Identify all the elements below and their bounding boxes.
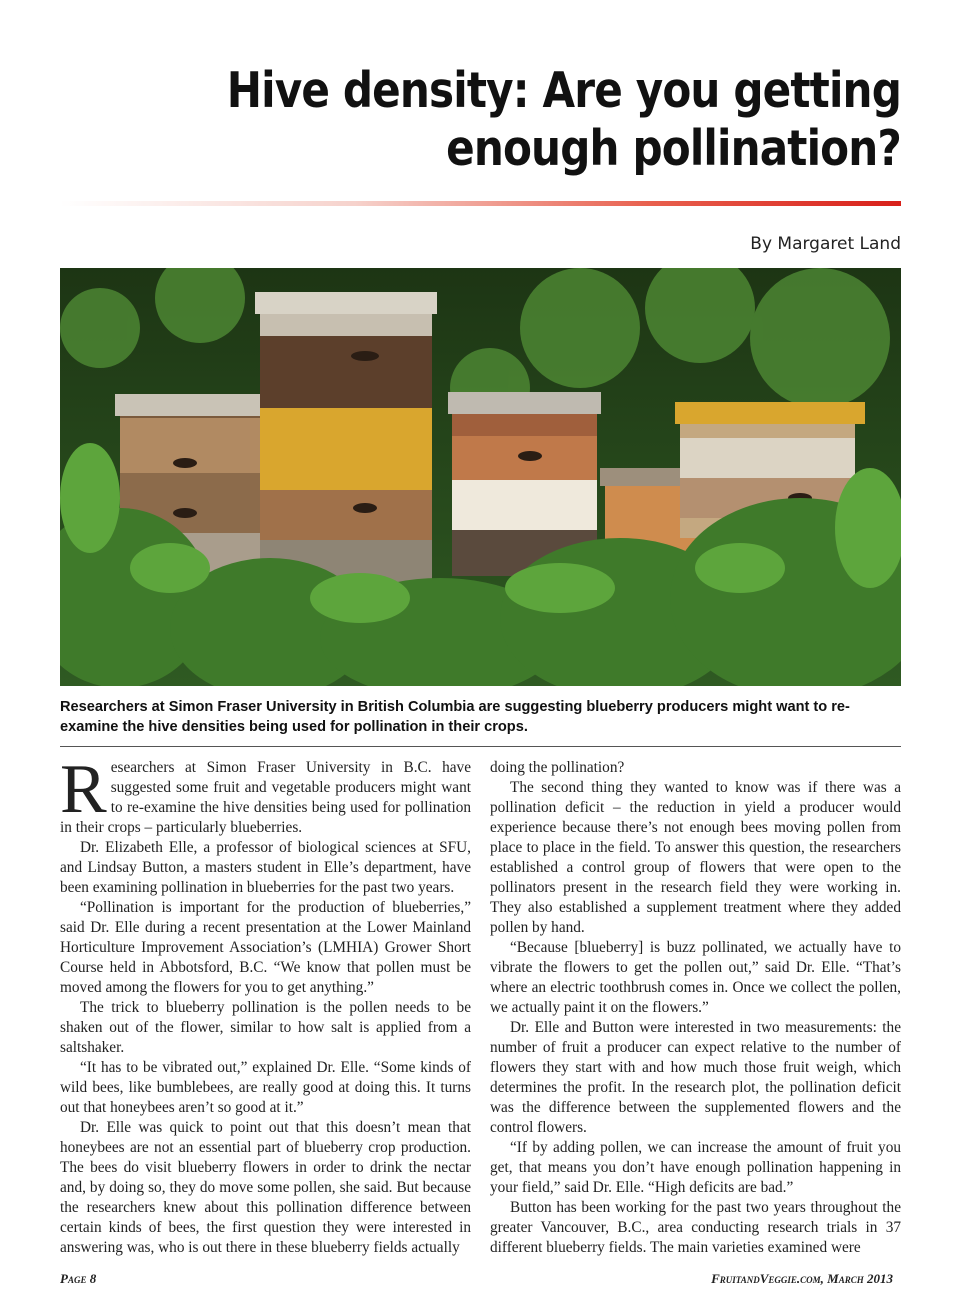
publication-footer: FruitandVeggie.com, March 2013 — [711, 1271, 893, 1286]
beehive-illustration — [60, 268, 901, 686]
title-line-1: Hive density: Are you getting — [226, 62, 902, 119]
beehive-photo — [60, 268, 901, 686]
paragraph: doing the pollination? — [490, 759, 625, 776]
drop-cap: R — [60, 751, 107, 828]
caption-divider — [60, 746, 901, 747]
paragraph: “Pollination is important for the production of blueberries,” said Dr. Elle during a recent presentation at the Lower Mainland Horticulture Improvement Association’s (LMHIA) Grower Short Course held in Abbotsford, B.C. “We know that pollen must be moved among the flowers for you to get anything.” — [60, 899, 471, 996]
paragraph: “If by adding pollen, we can increase the amount of fruit you get, that means you don’t have enough pollination happening in your field,” said Dr. Elle. “High deficits are bad.” — [490, 1139, 901, 1196]
title-line-2: enough pollination? — [446, 120, 901, 177]
paragraph: esearchers at Simon Fraser University in B.C. have suggested some fruit and vegetable producers might want to re-examine the hive densities being used for pollination in their crops – particularly blueberries. — [60, 759, 471, 836]
paragraph: Dr. Elle was quick to point out that this doesn’t mean that honeybees are not an essential part of blueberry crop production. The bees do visit blueberry flowers in order to drink the nectar and, by doing so, they do move some pollen, she said. But because the researchers knew about this pollination difference between certain kinds of bees, the first question they were interested in answering was, who is out there in these blueberry fields actually — [60, 1119, 471, 1256]
paragraph: The second thing they wanted to know was if there was a pollination deficit – the reduction in yield a producer would experience because there’s not enough bees moving pollen from place to place in the field. To answer this question, the researchers established a control group of flowers that were open to the pollinators present in the research field they were working in. They also established a supplement treatment where they added pollen by hand. — [490, 779, 901, 936]
paragraph: Dr. Elizabeth Elle, a professor of biological sciences at SFU, and Lindsay Button, a masters student in Elle’s department, have been examining pollination in blueberries for the past two years. — [60, 839, 471, 896]
title-divider — [60, 201, 901, 206]
paragraph: The trick to blueberry pollination is the pollen needs to be shaken out of the flower, similar to how salt is applied from a saltshaker. — [60, 999, 471, 1056]
page-number: Page 8 — [60, 1271, 97, 1286]
byline: By Margaret Land — [750, 234, 901, 254]
right-column — [490, 758, 901, 1258]
left-column — [60, 751, 471, 1258]
photo-caption: Researchers at Simon Fraser University in British Columbia are suggesting blueberry producers might want to re-examine the hive densities being used for pollination in their crops. — [60, 699, 850, 735]
article-title — [196, 62, 901, 178]
paragraph: Dr. Elle and Button were interested in two measurements: the number of fruit a producer can expect relative to the number of flowers they start with and how much those fruit weigh, which determines the profit. In the research plot, the pollination deficit was the difference between the supplemented flowers and the control flowers. — [490, 1019, 901, 1136]
paragraph: “It has to be vibrated out,” explained Dr. Elle. “Some kinds of wild bees, like bumblebees, are really good at doing this. It turns out that honeybees aren’t so good at it.” — [60, 1059, 471, 1116]
paragraph: “Because [blueberry] is buzz pollinated, we actually have to vibrate the flowers to get the pollen out,” said Dr. Elle. “That’s where an electric toothbrush comes in. Once we collect the pollen, we actually paint it on the flowers.” — [490, 939, 901, 1016]
paragraph: Button has been working for the past two years throughout the greater Vancouver, B.C., area conducting research trials in 37 different blueberry fields. The main varieties examined were — [490, 1199, 901, 1256]
